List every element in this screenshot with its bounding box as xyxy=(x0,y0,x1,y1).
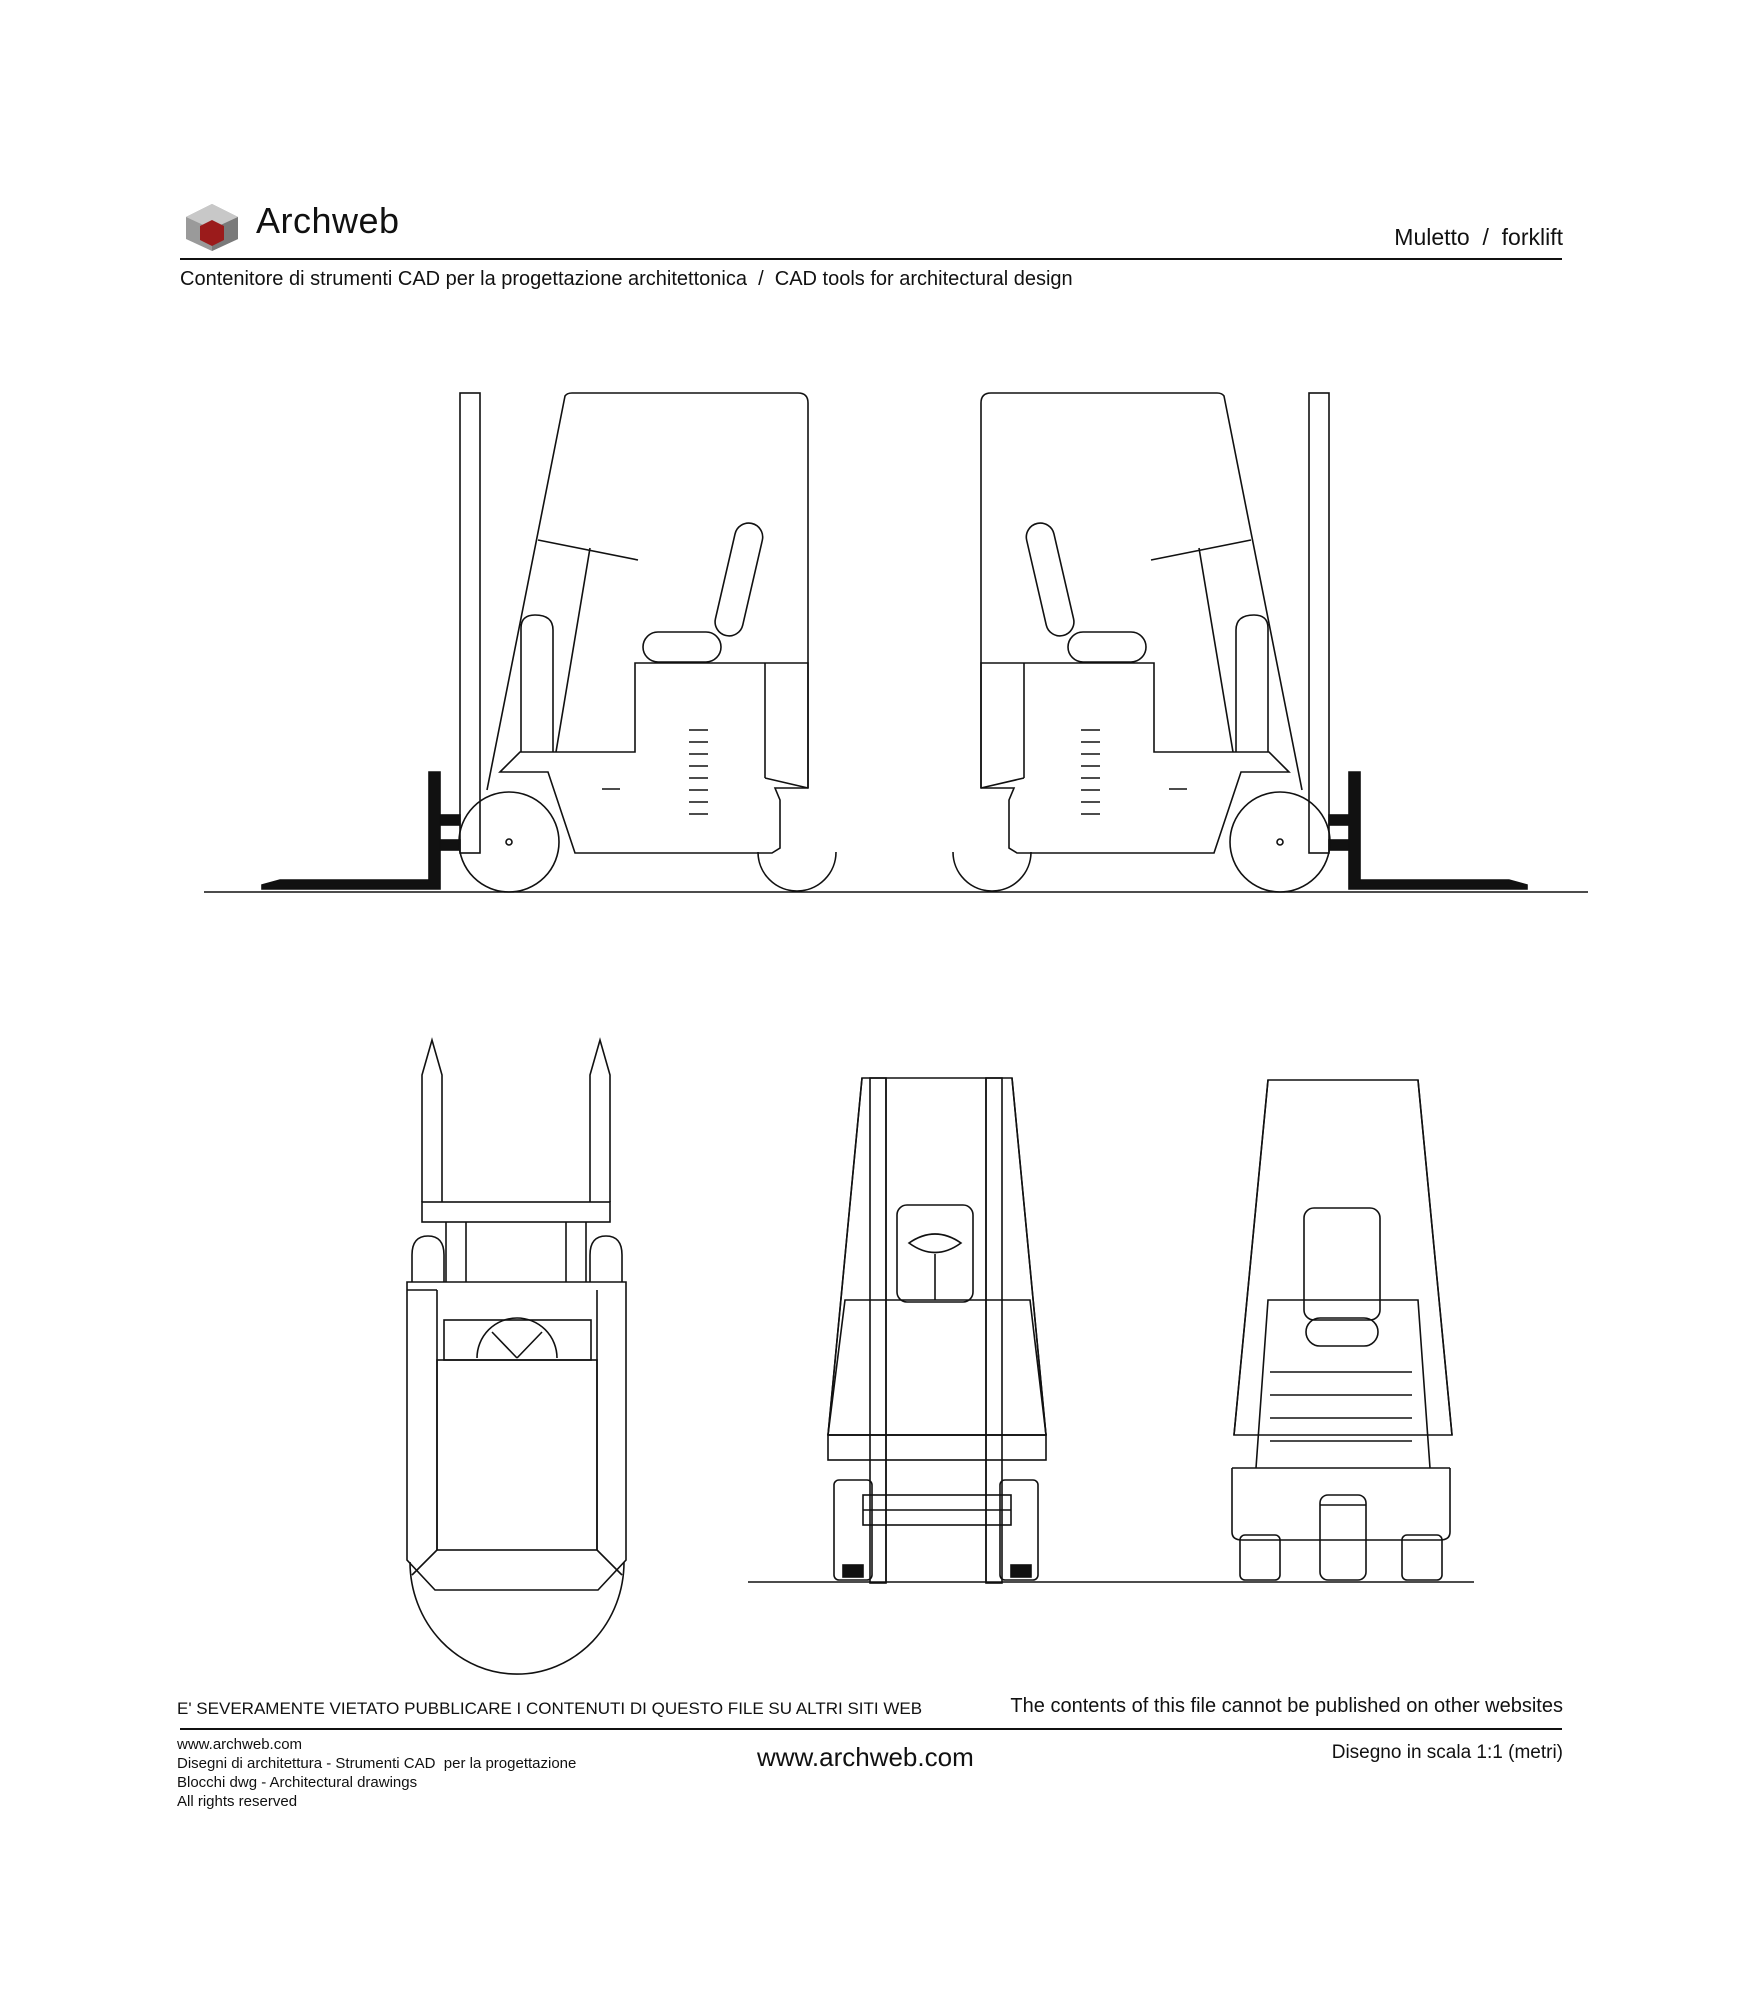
top-view xyxy=(407,1040,626,1674)
brand-name: Archweb xyxy=(256,200,400,241)
footer-line: Disegni di architettura - Strumenti CAD per la progettazione xyxy=(177,1755,577,1772)
warning-english: The contents of this file cannot be published on other websites xyxy=(1010,1695,1563,1717)
subtitle: Contenitore di strumenti CAD per la progettazione architettonica / CAD tools for architectural design xyxy=(180,268,1073,290)
side-view-left xyxy=(204,393,1588,892)
rear-view xyxy=(1232,1080,1452,1580)
front-view xyxy=(748,1078,1474,1583)
side-view-right xyxy=(953,393,1527,892)
footer-divider xyxy=(180,1728,1562,1730)
warning-italian: E' SEVERAMENTE VIETATO PUBBLICARE I CONTENUTI DI QUESTO FILE SU ALTRI SITI WEB xyxy=(177,1699,923,1718)
footer-line: www.archweb.com xyxy=(177,1736,303,1753)
footer-credits xyxy=(177,1735,576,1811)
footer-line: All rights reserved xyxy=(177,1793,298,1810)
website-link[interactable]: www.archweb.com xyxy=(757,1742,974,1772)
scale-note: Disegno in scala 1:1 (metri) xyxy=(1331,1742,1563,1763)
drawing-title: Muletto / forklift xyxy=(1394,224,1563,250)
footer-line: Blocchi dwg - Architectural drawings xyxy=(177,1774,418,1791)
